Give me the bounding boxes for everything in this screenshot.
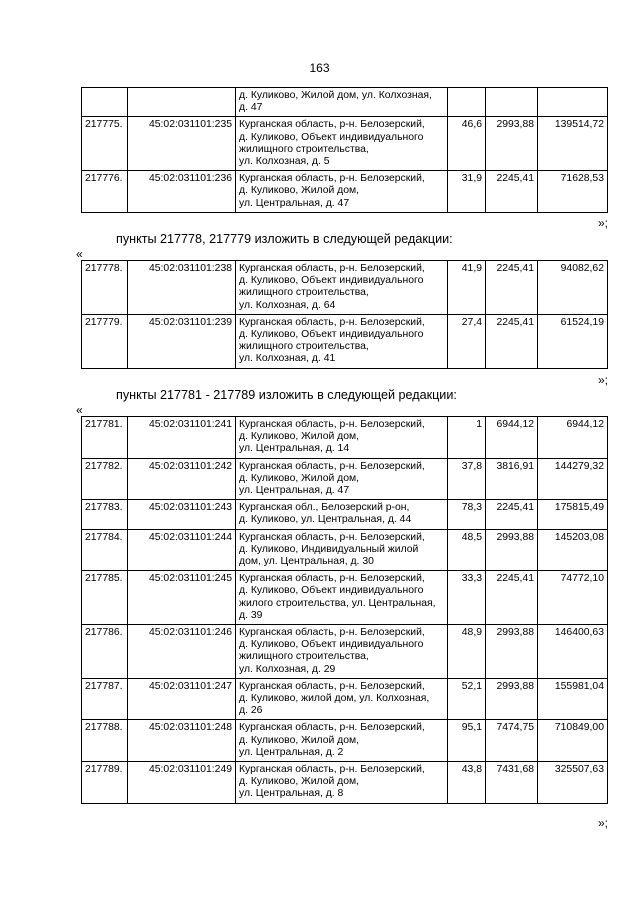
address-line: ул. Колхозная, д. 41 bbox=[239, 353, 336, 365]
opening-quote: « bbox=[76, 403, 83, 417]
registry-table-continued bbox=[81, 87, 608, 213]
area-cell: 48,9 bbox=[448, 625, 486, 679]
table-row bbox=[82, 529, 608, 571]
table-row bbox=[82, 720, 608, 762]
unit-price-cell: 2245,41 bbox=[486, 571, 538, 625]
address-line: д. Куликово, Жилой дом, bbox=[239, 734, 360, 746]
cadastral-number-cell bbox=[128, 88, 236, 117]
row-number-cell: 217786. bbox=[82, 625, 128, 679]
cadastral-number-cell: 45:02:031101:245 bbox=[128, 571, 236, 625]
row-number-cell: 217781. bbox=[82, 417, 128, 459]
table-row bbox=[82, 88, 608, 117]
address-line: д. Куликово, Объект индивидуального bbox=[239, 329, 424, 341]
unit-price-cell: 2993,88 bbox=[486, 625, 538, 679]
table-row bbox=[82, 571, 608, 625]
table-row bbox=[82, 762, 608, 804]
table-row bbox=[82, 500, 608, 529]
cadastral-value-cell: 71628,53 bbox=[538, 171, 608, 213]
area-cell: 41,9 bbox=[448, 261, 486, 315]
area-cell: 31,9 bbox=[448, 171, 486, 213]
row-number-cell: 217788. bbox=[82, 720, 128, 762]
amendment-instruction: пункты 217778, 217779 изложить в следующей редакции: bbox=[116, 232, 453, 246]
cadastral-value-cell: 325507,63 bbox=[538, 762, 608, 804]
unit-price-cell: 7474,75 bbox=[486, 720, 538, 762]
opening-quote: « bbox=[76, 247, 83, 261]
address-line: дом, ул. Центральная, д. 30 bbox=[239, 556, 374, 568]
cadastral-value-cell: 155981,04 bbox=[538, 678, 608, 720]
area-cell: 95,1 bbox=[448, 720, 486, 762]
unit-price-cell: 2993,88 bbox=[486, 678, 538, 720]
area-cell: 33,3 bbox=[448, 571, 486, 625]
address-line: Курганская область, р-н. Белозерский, bbox=[239, 419, 425, 430]
address-cell bbox=[236, 88, 448, 117]
address-line: д. Куликово, Объект индивидуального bbox=[239, 275, 424, 287]
cadastral-value-cell: 94082,62 bbox=[538, 261, 608, 315]
unit-price-cell: 2245,41 bbox=[486, 171, 538, 213]
cadastral-number-cell: 45:02:031101:243 bbox=[128, 500, 236, 529]
address-line: д. 39 bbox=[239, 609, 263, 621]
cadastral-value-cell bbox=[538, 88, 608, 117]
unit-price-cell: 6944,12 bbox=[486, 417, 538, 459]
area-cell: 46,6 bbox=[448, 117, 486, 171]
address-cell bbox=[236, 314, 448, 368]
amendment-instruction: пункты 217781 - 217789 изложить в следующей редакции: bbox=[116, 388, 457, 402]
address-line: Курганская область, р-н. Белозерский, bbox=[239, 722, 425, 734]
address-cell bbox=[236, 762, 448, 804]
unit-price-cell: 2993,88 bbox=[486, 117, 538, 171]
area-cell bbox=[448, 88, 486, 117]
cadastral-value-cell: 146400,63 bbox=[538, 625, 608, 679]
cadastral-number-cell: 45:02:031101:244 bbox=[128, 529, 236, 571]
address-line: д. Куликово, Жилой дом, bbox=[239, 776, 360, 788]
row-number-cell: 217783. bbox=[82, 500, 128, 529]
address-line: Курганская область, р-н. Белозерский, bbox=[239, 531, 425, 543]
address-cell bbox=[236, 720, 448, 762]
address-line: д. Куликово, Жилой дом, bbox=[239, 185, 360, 197]
address-line: д. Куликово, ул. Центральная, д. 44 bbox=[239, 514, 412, 526]
unit-price-cell: 2245,41 bbox=[486, 500, 538, 529]
closing-quote: »; bbox=[597, 373, 608, 387]
area-cell: 48,5 bbox=[448, 529, 486, 571]
table-row bbox=[82, 678, 608, 720]
table-row bbox=[82, 117, 608, 171]
address-line: Курганская область, р-н. Белозерский, bbox=[239, 316, 425, 328]
row-number-cell bbox=[82, 88, 128, 117]
address-cell bbox=[236, 529, 448, 571]
area-cell: 27,4 bbox=[448, 314, 486, 368]
address-line: жилого строительства, ул. Центральная, bbox=[239, 597, 436, 609]
row-number-cell: 217776. bbox=[82, 171, 128, 213]
cadastral-value-cell: 144279,32 bbox=[538, 458, 608, 500]
address-line: Курганская область, р-н. Белозерский, bbox=[239, 573, 425, 585]
address-cell bbox=[236, 171, 448, 213]
address-line: Курганская область, р-н. Белозерский, bbox=[239, 119, 425, 131]
area-cell: 43,8 bbox=[448, 762, 486, 804]
address-cell bbox=[236, 261, 448, 315]
area-cell: 1 bbox=[448, 417, 486, 459]
address-line: д. 26 bbox=[239, 705, 263, 717]
address-cell bbox=[236, 117, 448, 171]
address-line: ул. Центральная, д. 14 bbox=[239, 443, 350, 455]
row-number-cell: 217778. bbox=[82, 261, 128, 315]
cadastral-value-cell: 710849,00 bbox=[538, 720, 608, 762]
address-line: д. Куликово, Объект индивидуального bbox=[239, 639, 424, 651]
cadastral-value-cell: 175815,49 bbox=[538, 500, 608, 529]
area-cell: 52,1 bbox=[448, 678, 486, 720]
address-line: д. Куликово, жилой дом, ул. Колхозная, bbox=[239, 693, 430, 705]
cadastral-value-cell: 145203,08 bbox=[538, 529, 608, 571]
address-line: Курганская область, р-н. Белозерский, bbox=[239, 173, 425, 185]
address-cell bbox=[236, 458, 448, 500]
address-cell bbox=[236, 571, 448, 625]
table-row bbox=[82, 171, 608, 213]
address-cell bbox=[236, 417, 448, 459]
address-line: Курганская область, р-н. Белозерский, bbox=[239, 764, 425, 776]
area-cell: 78,3 bbox=[448, 500, 486, 529]
row-number-cell: 217789. bbox=[82, 762, 128, 804]
cadastral-number-cell: 45:02:031101:248 bbox=[128, 720, 236, 762]
address-line: д. Куликово, Объект индивидуального bbox=[239, 131, 424, 143]
address-line: д. Куликово, Объект индивидуального bbox=[239, 585, 424, 597]
address-cell bbox=[236, 678, 448, 720]
cadastral-number-cell: 45:02:031101:249 bbox=[128, 762, 236, 804]
unit-price-cell bbox=[486, 88, 538, 117]
address-line: жилищного строительства, bbox=[239, 651, 369, 663]
registry-table-amended-2 bbox=[81, 416, 608, 804]
table-row bbox=[82, 625, 608, 679]
address-line: д. Куликово, Жилой дом, ул. Колхозная, bbox=[239, 90, 432, 101]
address-line: Курганская область, р-н. Белозерский, bbox=[239, 627, 425, 639]
row-number-cell: 217787. bbox=[82, 678, 128, 720]
address-line: ул. Центральная, д. 47 bbox=[239, 197, 350, 209]
address-line: Курганская область, р-н. Белозерский, bbox=[239, 680, 425, 692]
cadastral-number-cell: 45:02:031101:236 bbox=[128, 171, 236, 213]
cadastral-value-cell: 61524,19 bbox=[538, 314, 608, 368]
cadastral-number-cell: 45:02:031101:238 bbox=[128, 261, 236, 315]
address-line: Курганская область, р-н. Белозерский, bbox=[239, 460, 425, 472]
closing-quote: »; bbox=[597, 816, 608, 830]
row-number-cell: 217784. bbox=[82, 529, 128, 571]
address-line: ул. Колхозная, д. 5 bbox=[239, 156, 330, 168]
address-line: д. 47 bbox=[239, 102, 263, 114]
cadastral-number-cell: 45:02:031101:239 bbox=[128, 314, 236, 368]
address-line: ул. Центральная, д. 2 bbox=[239, 746, 344, 758]
address-line: Курганская обл., Белозерский р-он, bbox=[239, 502, 410, 514]
address-cell bbox=[236, 625, 448, 679]
address-line: д. Куликово, Жилой дом, bbox=[239, 431, 360, 443]
row-number-cell: 217775. bbox=[82, 117, 128, 171]
address-line: ул. Колхозная, д. 64 bbox=[239, 299, 336, 311]
cadastral-value-cell: 6944,12 bbox=[538, 417, 608, 459]
address-line: жилищного строительства, bbox=[239, 287, 369, 299]
address-line: д. Куликово, Индивидуальный жилой bbox=[239, 543, 419, 555]
area-cell: 37,8 bbox=[448, 458, 486, 500]
table-row bbox=[82, 458, 608, 500]
unit-price-cell: 7431,68 bbox=[486, 762, 538, 804]
cadastral-number-cell: 45:02:031101:242 bbox=[128, 458, 236, 500]
cadastral-number-cell: 45:02:031101:247 bbox=[128, 678, 236, 720]
address-cell bbox=[236, 500, 448, 529]
page-number: 163 bbox=[309, 61, 330, 75]
cadastral-value-cell: 139514,72 bbox=[538, 117, 608, 171]
table-row bbox=[82, 417, 608, 459]
cadastral-number-cell: 45:02:031101:235 bbox=[128, 117, 236, 171]
cadastral-value-cell: 74772,10 bbox=[538, 571, 608, 625]
address-line: жилищного строительства, bbox=[239, 143, 369, 155]
address-line: жилищного строительства, bbox=[239, 341, 369, 353]
row-number-cell: 217785. bbox=[82, 571, 128, 625]
address-line: Курганская область, р-н. Белозерский, bbox=[239, 263, 425, 274]
unit-price-cell: 2993,88 bbox=[486, 529, 538, 571]
address-line: ул. Центральная, д. 8 bbox=[239, 788, 344, 800]
cadastral-number-cell: 45:02:031101:246 bbox=[128, 625, 236, 679]
address-line: ул. Колхозная, д. 29 bbox=[239, 663, 336, 675]
unit-price-cell: 3816,91 bbox=[486, 458, 538, 500]
row-number-cell: 217782. bbox=[82, 458, 128, 500]
cadastral-number-cell: 45:02:031101:241 bbox=[128, 417, 236, 459]
table-row bbox=[82, 314, 608, 368]
address-line: ул. Центральная, д. 47 bbox=[239, 485, 350, 497]
unit-price-cell: 2245,41 bbox=[486, 314, 538, 368]
address-line: д. Куликово, Жилой дом, bbox=[239, 472, 360, 484]
row-number-cell: 217779. bbox=[82, 314, 128, 368]
registry-table-amended-1 bbox=[81, 260, 608, 369]
unit-price-cell: 2245,41 bbox=[486, 261, 538, 315]
table-row bbox=[82, 261, 608, 315]
closing-quote: »; bbox=[597, 216, 608, 230]
